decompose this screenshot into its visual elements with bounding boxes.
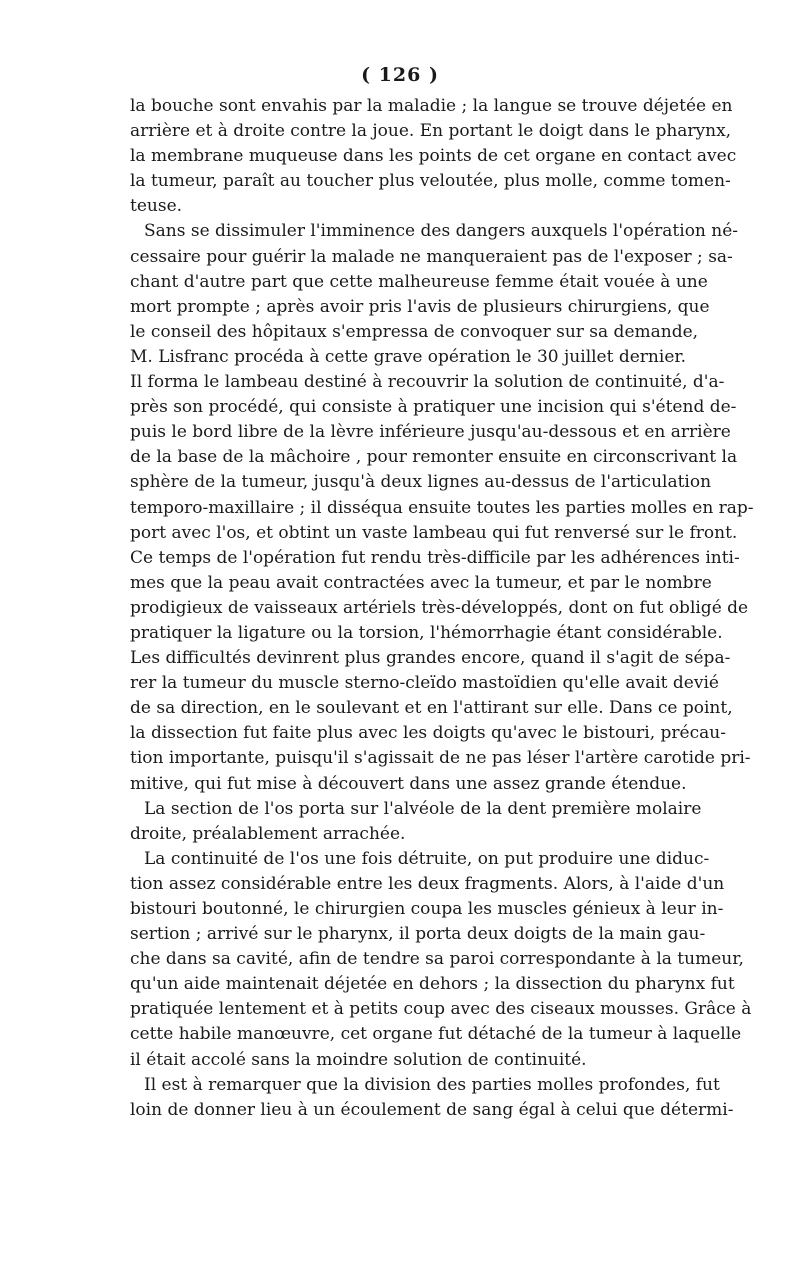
text-line: cessaire pour guérir la malade ne manqueraient pas de l'exposer ; sa-: [130, 246, 733, 267]
text-line: puis le bord libre de la lèvre inférieure jusqu'au-dessous et en arrière: [130, 422, 731, 443]
paragraph: [130, 219, 754, 796]
text-line: il était accolé sans la moindre solution de continuité.: [130, 1049, 587, 1070]
paragraph: [130, 797, 702, 847]
text-line: tion importante, puisqu'il s'agissait de ne pas léser l'artère carotide pri-: [130, 748, 751, 769]
text-line: qu'un aide maintenait déjetée en dehors ; la dissection du pharynx fut: [130, 974, 735, 995]
text-line: che dans sa cavité, afin de tendre sa paroi correspondante à la tumeur,: [130, 949, 744, 970]
text-line: la tumeur, paraît au toucher plus veloutée, plus molle, comme tomen-: [130, 171, 731, 192]
text-line: mitive, qui fut mise à découvert dans une assez grande étendue.: [130, 773, 687, 794]
paragraph: [130, 94, 737, 219]
text-line: La section de l'os porta sur l'alvéole de la dent première molaire: [144, 798, 702, 819]
text-line: cette habile manœuvre, cet organe fut détaché de la tumeur à laquelle: [130, 1024, 742, 1045]
text-line: sertion ; arrivé sur le pharynx, il porta deux doigts de la main gau-: [130, 924, 706, 945]
text-line: Il forma le lambeau destiné à recouvrir la solution de continuité, d'a-: [130, 372, 725, 393]
text-line: Sans se dissimuler l'imminence des dangers auxquels l'opération né-: [144, 221, 739, 242]
page-number: ( 126 ): [361, 64, 439, 86]
text-line: Il est à remarquer que la division des parties molles profondes, fut: [144, 1074, 720, 1095]
text-line: mes que la peau avait contractées avec la tumeur, et par le nombre: [130, 572, 712, 593]
text-line: tion assez considérable entre les deux fragments. Alors, à l'aide d'un: [130, 873, 725, 894]
text-line: Les difficultés devinrent plus grandes encore, quand il s'agit de sépa-: [130, 648, 731, 669]
text-line: pratiquée lentement et à petits coup avec des ciseaux mousses. Grâce à: [130, 999, 752, 1020]
paragraph: [130, 1073, 734, 1123]
text-line: la dissection fut faite plus avec les doigts qu'avec le bistouri, précau-: [130, 723, 726, 744]
text-line: la membrane muqueuse dans les points de cet organe en contact avec: [130, 146, 737, 167]
text-line: le conseil des hôpitaux s'empressa de convoquer sur sa demande,: [130, 321, 699, 342]
text-line: port avec l'os, et obtint un vaste lambeau qui fut renversé sur le front.: [130, 522, 738, 543]
text-line: M. Lisfranc procéda à cette grave opération le 30 juillet dernier.: [130, 346, 687, 367]
text-line: La continuité de l'os une fois détruite, on put produire une diduc-: [144, 848, 710, 869]
text-line: sphère de la tumeur, jusqu'à deux lignes au-dessus de l'articulation: [130, 472, 712, 493]
text-line: mort prompte ; après avoir pris l'avis de plusieurs chirurgiens, que: [130, 296, 710, 317]
text-line: de sa direction, en le soulevant et en l'attirant sur elle. Dans ce point,: [130, 698, 733, 719]
text-line: la bouche sont envahis par la maladie ; la langue se trouve déjetée en: [130, 96, 733, 116]
text-line: teuse.: [130, 196, 183, 217]
text-line: pratiquer la ligature ou la torsion, l'hémorrhagie étant considérable.: [130, 622, 723, 643]
paragraph: [130, 847, 752, 1073]
text-line: droite, préalablement arrachée.: [130, 823, 406, 844]
text-line: près son procédé, qui consiste à pratiquer une incision qui s'étend de-: [130, 397, 737, 418]
text-line: bistouri boutonné, le chirurgien coupa les muscles génieux à leur in-: [130, 899, 724, 919]
text-line: chant d'autre part que cette malheureuse femme était vouée à une: [130, 271, 708, 292]
text-line: Ce temps de l'opération fut rendu très-difficile par les adhérences inti-: [130, 547, 740, 568]
text-line: arrière et à droite contre la joue. En portant le doigt dans le pharynx,: [130, 121, 732, 142]
body-text: [130, 94, 754, 1123]
text-line: de la base de la mâchoire , pour remonter ensuite en circonscrivant la: [130, 447, 738, 468]
text-line: temporo-maxillaire ; il disséqua ensuite toutes les parties molles en rap-: [130, 497, 754, 518]
text-line: rer la tumeur du muscle sterno-cleïdo mastoïdien qu'elle avait devié: [130, 673, 719, 694]
text-line: prodigieux de vaisseaux artériels très-développés, dont on fut obligé de: [130, 597, 749, 618]
text-line: loin de donner lieu à un écoulement de sang égal à celui que détermi-: [130, 1099, 734, 1120]
